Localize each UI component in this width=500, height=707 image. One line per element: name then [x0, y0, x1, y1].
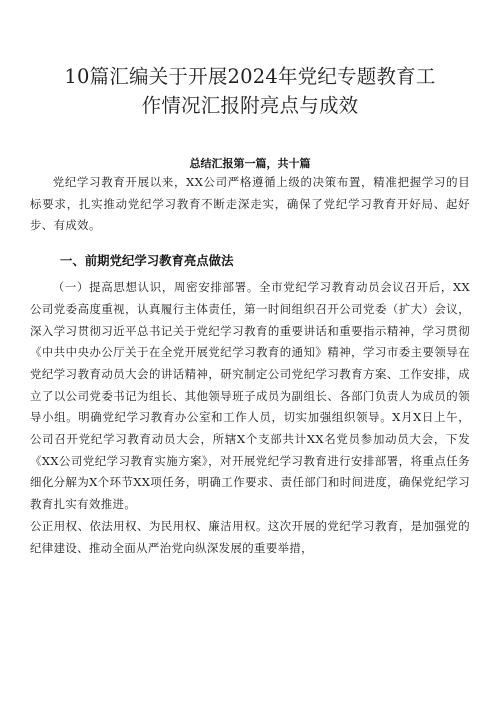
document-title-line-2: 作情况汇报附亮点与成效 — [141, 94, 359, 117]
section-heading-1: 一、前期党纪学习教育亮点做法 — [60, 253, 234, 269]
section-1-paragraph-1: （一）提高思想认识，周密安排部署。全市党纪学习教育动员会议召开后，XX公司党委高度重视，认真履行主体责任，第一时间组织召开公司党委（扩大）会议，深入学习贯彻习近平总书记关于党纪学习教育的重要讲话和重要指示精神，学习贯彻《中共中央办公厅关于在全党开展党纪学习教育的通知》精神，学习市委主要领导在党纪学习教育动员大会的讲话精神，研究制定公司党纪学习教育方案、工作安排，成立了以公司党委书记为组长、其他领导班子成员为副组长、各部门负责人为成员的领导小组。明确党纪学习教育办公室和工作人员，切实加强组织领导。X月X日上午，公司召开党纪学习教育动员大会，所辖X个支部共计XX名党员参加动员大会，下发《XX公司党纪学习教育实施方案》，对开展党纪学习教育进行安排部署，将重点任务细化分解为X个环节XX项任务，明确工作要求、责任部门和时间进度，确保党纪学习教育扎实有效推进。 — [30, 280, 470, 512]
section-1-paragraph-2: 公正用权、依法用权、为民用权、廉洁用权。这次开展的党纪学习教育，是加强党的纪律建设、推动全面从严治党向纵深发展的重要举措， — [30, 518, 470, 555]
document-title — [30, 62, 470, 120]
document-title-line-1: 10篇汇编关于开展2024年党纪专题教育工 — [64, 65, 436, 88]
intro-paragraph: 党纪学习教育开展以来，XX公司严格遵循上级的决策布置，精准把握学习的目标要求，扎实推动党纪学习教育不断走深走实，确保了党纪学习教育开好局、起好步、有成效。 — [30, 175, 470, 233]
document-subtitle: 总结汇报第一篇，共十篇 — [189, 157, 311, 170]
